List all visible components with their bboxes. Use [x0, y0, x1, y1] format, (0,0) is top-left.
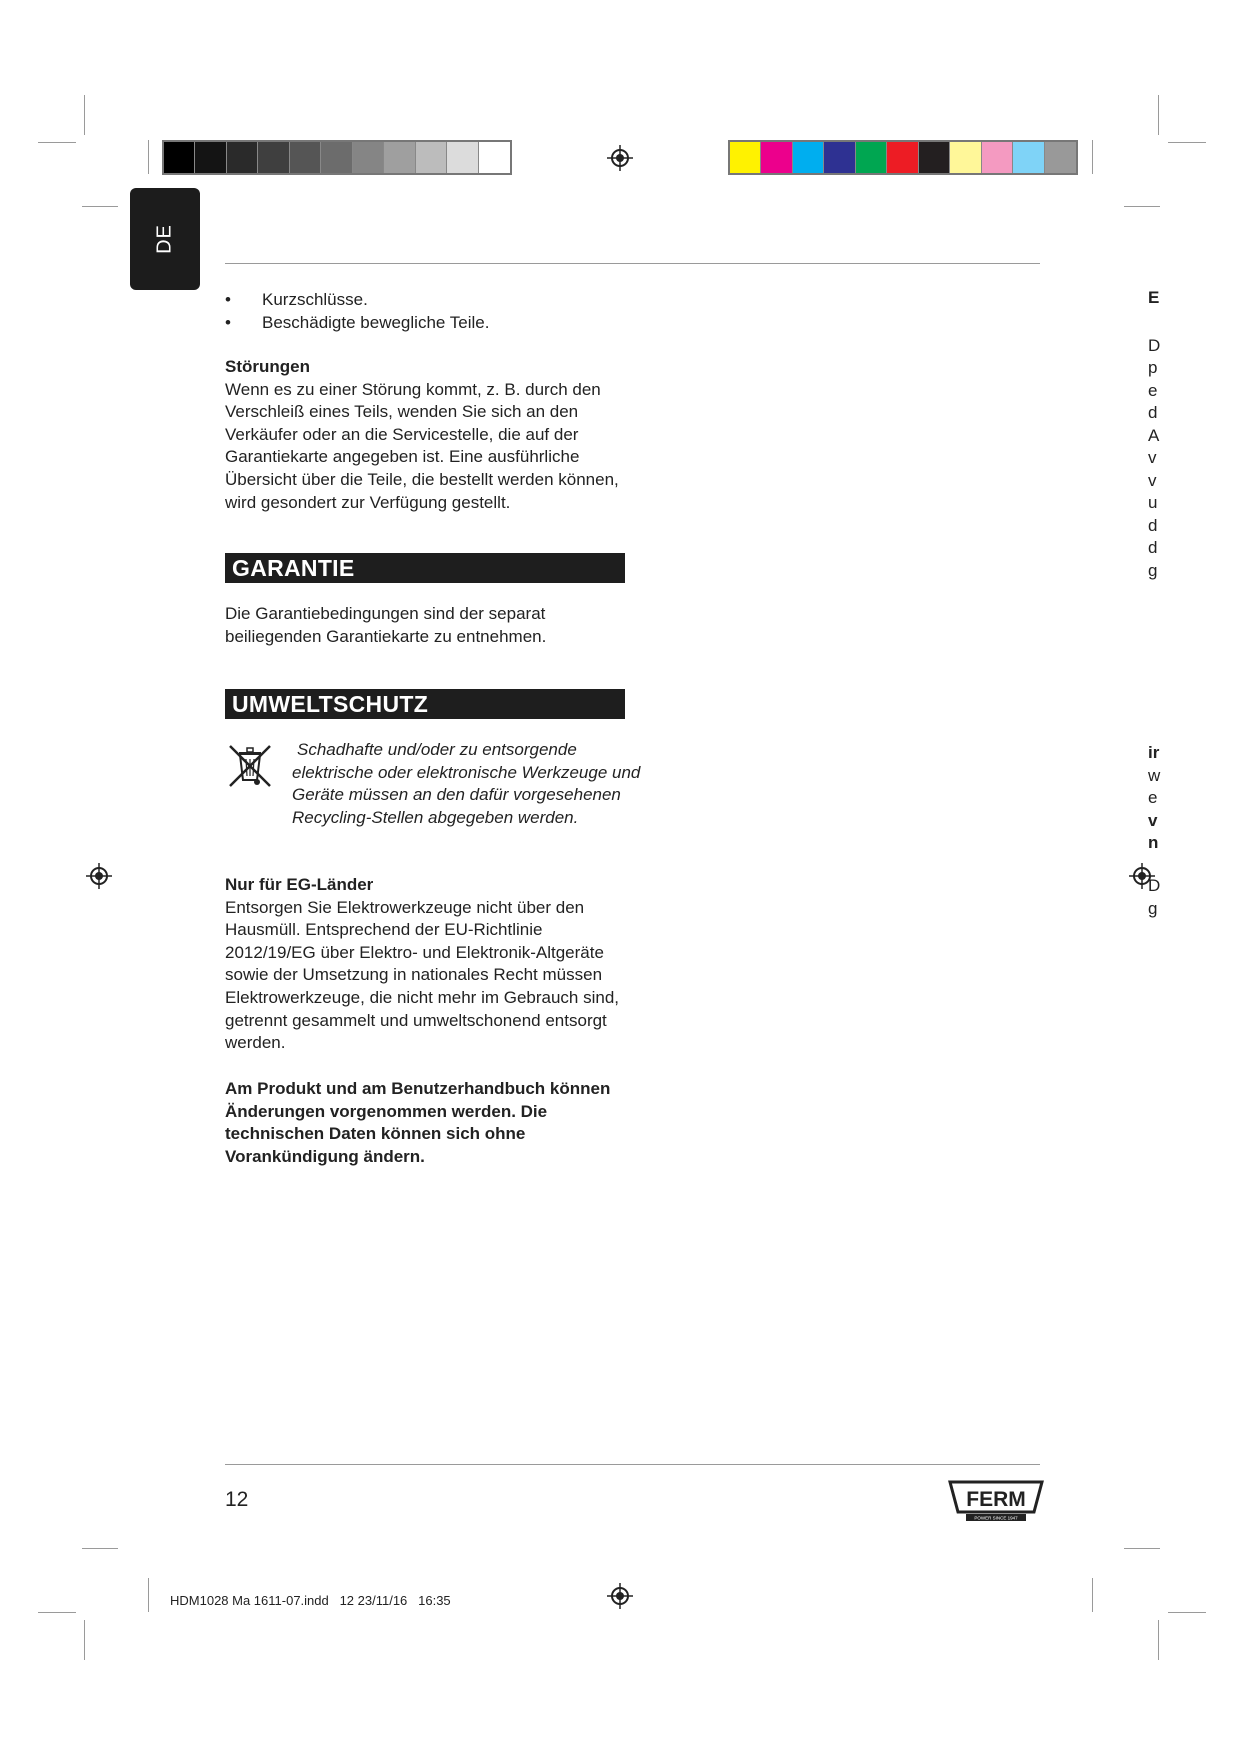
header-rule: [225, 263, 1040, 264]
registration-mark-icon: [606, 1582, 634, 1610]
section-text: Entsorgen Sie Elektrowerkzeuge nicht über den Hausmüll. Entsprechend der EU-Richtlinie 2012/19/EG über Elektro- und Elektronik-Altgeräte sowie der Umsetzung in nationales Recht müssen Elektrowerkzeuge, die nicht mehr im Gebrauch sind, getrennt gesammelt und umweltschonend entsorgt werden.: [225, 897, 620, 1053]
section-text: Wenn es zu einer Störung kommt, z. B. durch den Verschleiß eines Teils, wenden Sie sich an den Verkäufer oder an die Servicestelle, die auf der Garantiekarte angegeben ist. Eine ausführliche Übersicht über die Teile, die bestellt werden können, wird gesondert zur Verfügung gestellt.: [225, 379, 619, 512]
section-bar-garantie: GARANTIE: [225, 553, 625, 583]
section-heading: Nur für EG-Länder: [225, 875, 374, 894]
color-swatch: [258, 142, 289, 173]
bullet-list-block: [225, 289, 635, 334]
bullet-list: [225, 289, 635, 334]
svg-text:POWER SINCE 1947: POWER SINCE 1947: [974, 1515, 1018, 1521]
crop-mark: [38, 1612, 76, 1613]
svg-text:FERM: FERM: [966, 1488, 1026, 1511]
crop-mark: [1168, 1612, 1206, 1613]
bleed-letter: ir: [1148, 743, 1160, 762]
process-color-bar: [728, 140, 1078, 175]
color-swatch: [290, 142, 321, 173]
crop-mark: [148, 1578, 149, 1612]
color-swatch: [227, 142, 258, 173]
color-swatch: [793, 142, 824, 173]
language-tab: [130, 188, 200, 290]
registration-mark-icon: [606, 144, 634, 172]
bleed-letter: n: [1148, 833, 1159, 852]
color-swatch: [730, 142, 761, 173]
crop-mark: [38, 142, 76, 143]
crop-mark: [1092, 140, 1093, 174]
list-item: • Beschädigte bewegliche Teile.: [225, 312, 635, 335]
color-swatch: [1045, 142, 1076, 173]
color-swatch: [384, 142, 415, 173]
color-swatch: [824, 142, 855, 173]
color-swatch: [919, 142, 950, 173]
umweltschutz-section: [292, 739, 642, 829]
crossed-out-wheelie-bin-icon: [226, 742, 274, 790]
notice-text: Am Produkt und am Benutzerhandbuch können Änderungen vorgenommen werden. Die technischen Daten können sich ohne Vorankündigung ändern.: [225, 1079, 611, 1166]
list-item: • Kurzschlüsse.: [225, 289, 635, 312]
section-text: Die Garantiebedingungen sind der separat beiliegenden Garantiekarte zu entnehmen.: [225, 604, 547, 646]
bleed-letter: u: [1148, 493, 1158, 512]
color-swatch: [887, 142, 918, 173]
crop-mark: [84, 1620, 85, 1660]
crop-mark: [1158, 1620, 1159, 1660]
color-swatch: [416, 142, 447, 173]
crop-mark: [82, 1548, 118, 1549]
color-swatch: [447, 142, 478, 173]
bleed-letter: d: [1148, 516, 1158, 535]
color-swatch: [761, 142, 792, 173]
crop-mark: [82, 206, 118, 207]
print-slug: HDM1028 Ma 1611-07.indd 12 23/11/16 16:35: [170, 1593, 451, 1608]
crop-mark: [84, 95, 85, 135]
bleed-letter: w: [1148, 766, 1161, 785]
bleed-letter: D: [1148, 336, 1161, 355]
language-tab-label: DE: [153, 224, 176, 254]
color-swatch: [321, 142, 352, 173]
grayscale-color-bar: [162, 140, 512, 175]
bleed-letter: e: [1148, 788, 1158, 807]
color-swatch: [856, 142, 887, 173]
crop-mark: [1158, 95, 1159, 135]
bleed-letter: D: [1148, 876, 1161, 895]
registration-mark-icon: [85, 862, 113, 890]
color-swatch: [1013, 142, 1044, 173]
bleed-letter: d: [1148, 538, 1158, 557]
section-text: Schadhafte und/oder zu entsorgende elektrische oder elektronische Werkzeuge und Geräte müssen an den dafür vorgesehenen Recycling-Stellen abgegeben werden.: [292, 740, 641, 827]
section-heading: Störungen: [225, 357, 310, 376]
bleed-letter: p: [1148, 358, 1158, 377]
footer-rule: [225, 1464, 1040, 1465]
notice-section: [225, 1078, 635, 1168]
color-swatch: [195, 142, 226, 173]
bleed-letter: v: [1148, 471, 1157, 490]
section-bar-umweltschutz: UMWELTSCHUTZ: [225, 689, 625, 719]
garantie-section: [225, 603, 635, 648]
stoerungen-section: [225, 356, 635, 514]
crop-mark: [1168, 142, 1206, 143]
ferm-logo: [948, 1478, 1044, 1522]
color-swatch: [982, 142, 1013, 173]
crop-mark: [1124, 206, 1160, 207]
eg-section: [225, 874, 635, 1055]
bleed-letter: E: [1148, 288, 1160, 307]
bleed-letter: v: [1148, 448, 1157, 467]
color-swatch: [164, 142, 195, 173]
color-swatch: [353, 142, 384, 173]
bleed-letter: v: [1148, 811, 1158, 830]
bleed-letter: g: [1148, 561, 1158, 580]
color-swatch: [950, 142, 981, 173]
page-number: 12: [225, 1488, 249, 1511]
bleed-letter: d: [1148, 403, 1158, 422]
bleed-letter: A: [1148, 426, 1160, 445]
crop-mark: [1124, 1548, 1160, 1549]
crop-mark: [1092, 1578, 1093, 1612]
crop-mark: [148, 140, 149, 174]
bleed-letter: e: [1148, 381, 1158, 400]
color-swatch: [479, 142, 510, 173]
bleed-letter: g: [1148, 899, 1158, 918]
